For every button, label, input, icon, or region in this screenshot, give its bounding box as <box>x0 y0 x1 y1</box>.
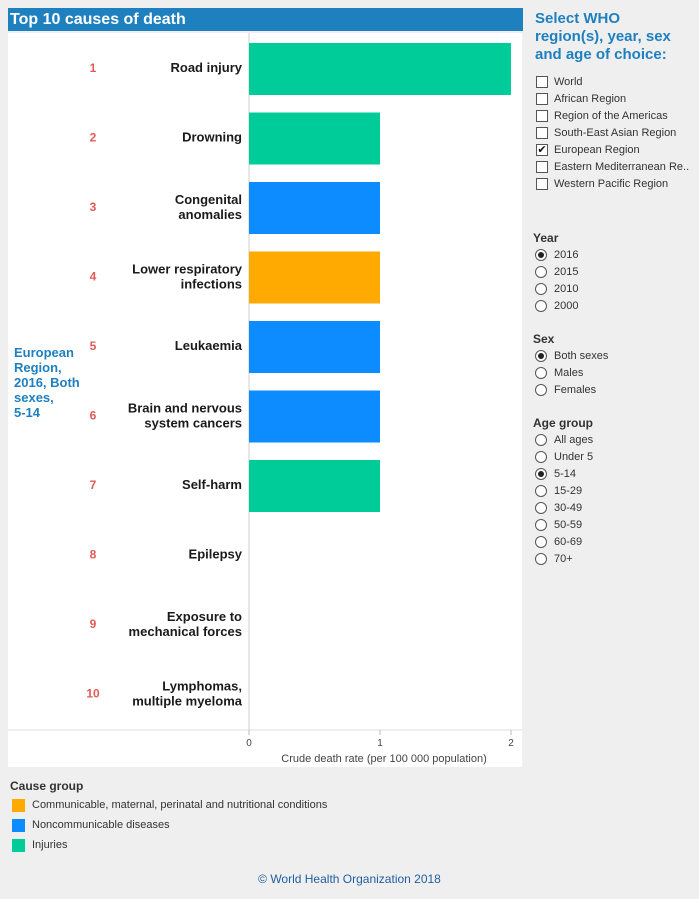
year-option[interactable] <box>532 280 697 297</box>
checkbox-icon[interactable] <box>536 93 548 105</box>
age-group-option-label: 70+ <box>554 552 573 565</box>
cause-label: Exposure to mechanical forces <box>128 609 242 639</box>
region-checkbox-label: South-East Asian Region <box>554 126 677 139</box>
rank-label: 4 <box>89 269 97 284</box>
year-radio-group <box>532 246 697 314</box>
year-title: Year <box>533 231 559 245</box>
age-group-option-label: 50-59 <box>554 518 583 531</box>
age-group-option[interactable] <box>532 533 697 550</box>
region-checkbox-label: European Region <box>554 143 640 156</box>
sex-option-label: Females <box>554 383 597 396</box>
age-group-option-label: 60-69 <box>554 535 583 548</box>
bar <box>249 460 380 512</box>
checkbox-icon[interactable] <box>536 76 548 88</box>
bar <box>249 321 380 373</box>
year-option[interactable] <box>532 246 697 263</box>
x-tick-label: 0 <box>246 738 252 749</box>
cause-label: Congenital anomalies <box>174 192 242 222</box>
region-checkbox-item[interactable] <box>532 158 697 175</box>
legend-label: Communicable, maternal, perinatal and nutritional conditions <box>32 799 328 811</box>
checkbox-icon[interactable] <box>536 161 548 173</box>
cause-label: Lower respiratory infections <box>132 261 242 292</box>
sex-option[interactable] <box>532 364 697 381</box>
rank-label: 6 <box>89 408 97 423</box>
region-checkbox-item[interactable] <box>532 141 697 158</box>
age-group-option[interactable] <box>532 550 697 567</box>
filter-heading-line: and age of choice: <box>535 46 667 63</box>
radio-icon[interactable] <box>535 519 547 531</box>
radio-icon[interactable] <box>535 367 547 379</box>
region-checkbox-label: Eastern Mediterranean Re.. <box>554 160 690 173</box>
rank-label: 2 <box>89 130 97 145</box>
age-group-option[interactable] <box>532 482 697 499</box>
radio-icon[interactable] <box>535 300 547 312</box>
bar-chart <box>8 33 523 767</box>
rank-label: 7 <box>89 478 97 492</box>
legend-label: Injuries <box>32 839 68 851</box>
rank-label: 9 <box>89 617 97 631</box>
radio-icon[interactable] <box>535 502 547 514</box>
year-option-label: 2010 <box>554 282 579 295</box>
year-option-label: 2016 <box>554 248 579 261</box>
region-checkbox-item[interactable] <box>532 90 697 107</box>
radio-icon[interactable] <box>535 283 547 295</box>
filter-heading-line: region(s), year, sex <box>535 28 671 45</box>
sex-radio-group <box>532 347 697 398</box>
region-checkbox-item[interactable] <box>532 124 697 141</box>
sex-title: Sex <box>533 332 555 346</box>
legend-item <box>10 835 327 855</box>
sex-option[interactable] <box>532 381 697 398</box>
radio-icon[interactable] <box>535 485 547 497</box>
cause-label: Road injury <box>170 60 242 75</box>
radio-selected-icon[interactable] <box>535 249 547 261</box>
region-checkbox-label: Western Pacific Region <box>554 177 669 190</box>
region-checkbox-list <box>532 73 697 192</box>
cause-label: Self-harm <box>182 477 242 492</box>
legend-item <box>10 795 327 815</box>
sex-option[interactable] <box>532 347 697 364</box>
x-axis-label: Crude death rate (per 100 000 population) <box>281 753 487 765</box>
rank-label: 10 <box>86 686 100 701</box>
legend-title: Cause group <box>10 779 84 793</box>
region-checkbox-item[interactable] <box>532 175 697 192</box>
row-dimension-label: European Region, 2016, Both sexes, 5-14 <box>14 345 80 420</box>
year-option[interactable] <box>532 297 697 314</box>
age-group-option[interactable] <box>532 448 697 465</box>
age-group-title: Age group <box>533 416 593 430</box>
age-radio-group <box>532 431 697 567</box>
region-checkbox-item[interactable] <box>532 73 697 90</box>
age-group-option[interactable] <box>532 431 697 448</box>
legend-swatch <box>12 839 25 852</box>
age-group-option[interactable] <box>532 499 697 516</box>
region-checkbox-label: World <box>554 75 583 88</box>
age-group-option-label: 5-14 <box>554 467 577 480</box>
bar <box>249 252 380 304</box>
checkbox-icon[interactable] <box>536 110 548 122</box>
cause-group-legend <box>10 779 327 855</box>
checkbox-checked-icon[interactable]: ✔ <box>537 143 547 156</box>
cause-label: Epilepsy <box>188 546 242 562</box>
age-group-option-label: Under 5 <box>554 450 594 463</box>
checkbox-icon[interactable] <box>536 127 548 139</box>
cause-label: Brain and nervous system cancers <box>127 400 242 431</box>
rank-label: 3 <box>89 200 97 214</box>
radio-icon[interactable] <box>535 434 547 446</box>
bar <box>249 182 380 234</box>
rank-label: 5 <box>89 339 97 353</box>
rank-label: 8 <box>89 547 97 562</box>
checkbox-icon[interactable] <box>536 178 548 190</box>
year-option-label: 2000 <box>554 299 579 312</box>
radio-icon[interactable] <box>535 266 547 278</box>
filter-heading-line: Select WHO <box>535 10 621 27</box>
sex-option-label: Both sexes <box>554 349 609 362</box>
bar <box>249 43 511 95</box>
age-group-option[interactable] <box>532 516 697 533</box>
filter-panel <box>532 10 697 567</box>
x-tick-label: 2 <box>508 738 514 749</box>
year-option-label: 2015 <box>554 265 579 278</box>
cause-label: Leukaemia <box>174 338 242 353</box>
radio-selected-icon[interactable] <box>535 350 547 362</box>
radio-selected-icon[interactable] <box>535 468 547 480</box>
legend-label: Noncommunicable diseases <box>32 819 170 831</box>
region-checkbox-item[interactable] <box>532 107 697 124</box>
sex-option-label: Males <box>554 366 584 379</box>
radio-icon[interactable] <box>535 384 547 396</box>
radio-icon[interactable] <box>535 536 547 548</box>
region-checkbox-label: African Region <box>554 92 627 105</box>
cause-label: Drowning <box>182 129 242 145</box>
bar <box>249 391 380 443</box>
radio-icon[interactable] <box>535 553 547 565</box>
age-group-option[interactable] <box>532 465 697 482</box>
year-option[interactable] <box>532 263 697 280</box>
legend-swatch <box>12 819 25 832</box>
cause-label: Lymphomas, multiple myeloma <box>132 678 242 709</box>
age-group-option-label: 15-29 <box>554 484 583 497</box>
filter-heading <box>532 10 697 64</box>
rank-label: 1 <box>89 61 97 75</box>
copyright-footer: © World Health Organization 2018 <box>258 872 441 886</box>
region-checkbox-label: Region of the Americas <box>554 109 668 122</box>
legend-item <box>10 815 327 835</box>
chart-panel <box>8 33 523 767</box>
age-group-option-label: 30-49 <box>554 501 583 514</box>
chart-title: Top 10 causes of death <box>8 8 523 31</box>
legend-swatch <box>12 799 25 812</box>
radio-icon[interactable] <box>535 451 547 463</box>
x-tick-label: 1 <box>377 738 383 749</box>
age-group-option-label: All ages <box>554 433 594 446</box>
bar <box>249 113 380 165</box>
